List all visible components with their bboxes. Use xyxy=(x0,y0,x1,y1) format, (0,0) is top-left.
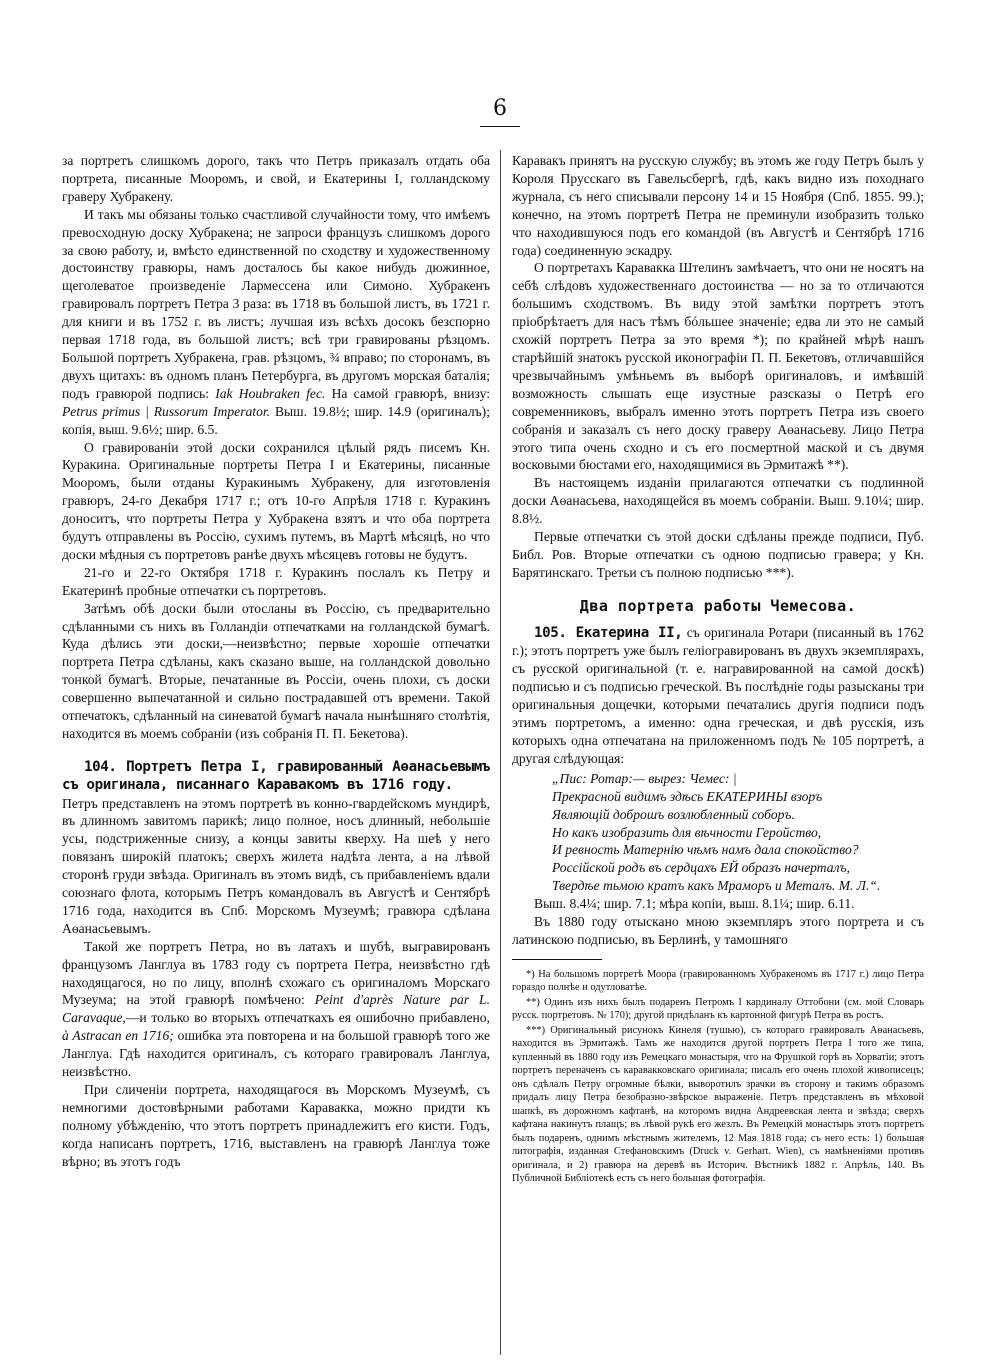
entry-heading-105: 105. Екатерина II, xyxy=(534,624,683,641)
paragraph: Первые отпечатки съ этой доски сдѣланы прежде подписи, Пуб. Библ. Ров. Вторые отпечатки съ одною подписью гравера; у Кн. Барятинскаго. Третьи съ полною подписью ***). xyxy=(512,529,924,580)
signature-text: Iak Houbraken fec. xyxy=(215,385,326,401)
paragraph: Такой же портретъ Петра, но въ латахъ и шубѣ, выгравированъ французомъ Ланглуа въ 1783 году съ портрета Петра, неизвѣстно гдѣ находящагося, но по лицу, вполнѣ схожаго съ оригиналомъ Морскаго Музеума; на этой гравюрѣ помѣчено: Peint d'après Nature par L. Caravaque,—и только во вторыхъ отпечаткахъ ея ошибочно прибавлено, à Astracan en 1716; ошибка эта повторена и на большой гравюрѣ того же Ланглуа. Гдѣ находится оригиналъ, съ котораго гравировалъ Ланглуа, неизвѣстно. xyxy=(62,938,490,1080)
paragraph: Петръ представленъ на этомъ портретѣ въ конно-гвардейскомъ мундирѣ, въ длинномъ завитомъ парикѣ; лицо полное, носъ длинный, небольшіе усы, подстриженные снизу, а концы завиты кверху. На шеѣ у него повязанъ широкій платокъ; сверхъ жилета надѣта лента, а на лѣвой сторонѣ груди звѣзда. Оригиналъ въ этомъ видѣ, съ прибавленіемъ вдали союзнаго флота, которымъ Петръ командовалъ въ Августѣ и Сентябрѣ 1716 года, находится въ Спб. Морскомъ Музеумѣ; гравюра сдѣлана Аѳанасьевымъ. xyxy=(62,795,490,936)
paragraph: Въ настоящемъ изданіи прилагаются отпечатки съ подлинной доски Аѳанасьева, находящейся въ моемъ собраніи. Выш. 9.10¼; шир. 8.8½. xyxy=(512,475,924,527)
inscription-text: Peint d'après Nature par L. Caravaque, xyxy=(62,992,490,1026)
right-column xyxy=(512,152,924,1187)
paragraph: Затѣмъ обѣ доски были отосланы въ Россію, съ предварительно сдѣланными съ нихъ въ Голландіи отпечатками на голландской бумагѣ. Куда дѣлись эти доски,—неизвѣстно; первые хорошіе отпечатки портрета Петра сдѣланы, какъ сказано выше, на голландской довольно тонкой бумагѣ. Вторые, печатанные въ Россіи, очень плохи, съ доски совершенно выпечатанной и сильно пострадавшей отъ времени. Такой отпечатокъ, сдѣланный на синеватой бумагѣ начала нынѣшняго столѣтія, находится въ моемъ собраніи (изъ собранія П. П. Бекетова). xyxy=(62,600,490,741)
footnote: **) Одинъ изъ нихъ былъ подаренъ Петромъ I кардиналу Оттобони (см. мой Словарь русск. портретовъ. № 170); другой придѣланъ къ картонной фигурѣ Петра въ ростъ. xyxy=(512,996,924,1022)
paragraph: Выш. 8.4¼; шир. 7.1; мѣра копіи, выш. 8.1¼; шир. 6.11. xyxy=(534,896,855,912)
inscription-text: à Astracan en 1716; xyxy=(62,1028,174,1044)
footnote: *) На большомъ портретѣ Моора (гравированномъ Хубракеномъ въ 1717 г.) лицо Петра гораздо полнѣе и одутловатѣе. xyxy=(512,968,924,994)
verse-line: И ревность Матернію чѣмъ намъ дала спокойство? xyxy=(552,842,859,858)
footnote-rule xyxy=(512,959,602,960)
paragraph: О гравированіи этой доски сохранился цѣлый рядъ писемъ Кн. Куракина. Оригинальные портреты Петра I и Екатерины, писанные Мооромъ, были отданы Куракинымъ Хубракену, для изготовленія гравюръ, 24-го Декабря 1717 г.; отъ 10-го Апрѣля 1718 г. Куракинъ доноситъ, что портреты Петра у Хубракена взятъ и что оба портрета будутъ отправлены въ Россію, сухимъ путемъ, въ Мартѣ мѣсяцѣ, но что доски мѣдныя съ портретовъ ранѣе двухъ мѣсяцевъ готовы не будутъ. xyxy=(62,439,490,562)
paragraph: При сличеніи портрета, находящагося въ Морскомъ Музеумѣ, съ немногими достовѣрными работами Каравакка, можно придти къ полному убѣжденію, что этотъ портретъ принадлежитъ его кисти. Годъ, когда написанъ портретъ, 1716, выставленъ на гравюрѣ Ланглуа тоже вѣрно; въ этотъ годъ xyxy=(62,1082,490,1169)
verse-inscription xyxy=(552,770,924,895)
paragraph: 21-го и 22-го Октября 1718 г. Куракинъ послалъ къ Петру и Екатеринѣ пробные отпечатки съ портретовъ. xyxy=(62,564,490,598)
paragraph: Каравакъ принятъ на русскую службу; въ этомъ же году Петръ былъ у Короля Прусскаго въ Гавельсбергѣ, гдѣ, какъ видно изъ походнаго журнала, съ него списывали персону 14 и 15 Ноября (Спб. 1855. 99.); конечно, на этомъ портретѣ Петра не преминули изобразить только что находившуюся подъ его командой (въ Августѣ и Сентябрѣ 1716 года) соединенную эскадру. xyxy=(512,153,924,258)
inscription-text: Petrus primus | Russorum Imperator. xyxy=(62,403,271,419)
verse-line: Твердѣе тьмою кратъ какъ Мраморъ и Металъ. М. Л.“. xyxy=(552,878,881,894)
paragraph: И такъ мы обязаны только счастливой случайности тому, что имѣемъ превосходную доску Хубракена; не запроси французъ слишкомъ дорого за свою работу, и, вмѣсто единственной по сходству и художественному достоинству гравюры, намъ досталось бы какое нибудь дюжинное, щеголеватое произведеніе Лармессена или Симоно. Хубракенъ гравировалъ портретъ Петра 3 раза: въ 1718 въ большой листъ, въ 1721 г. для книги и въ 1752 г. въ листъ; лучшая изъ всѣхъ досокъ безспорно первая 1718 года, въ большой листъ; всѣ три гравированы рѣзцомъ. Большой портретъ Хубракена, грав. рѣзцомъ, ¾ вправо; по сторонамъ, въ двухъ щитахъ: въ одномъ планъ Петербурга, въ другомъ морская баталія; подъ гравюрой подпись: Iak Houbraken fec. На самой гравюрѣ, внизу: Petrus primus | Russorum Imperator. Выш. 19.8½; шир. 14.9 (оригиналъ); копія, выш. 9.6½; шир. 6.5. xyxy=(62,206,490,437)
page-number-rule xyxy=(480,126,520,127)
paragraph: О портретахъ Каравакка Штелинъ замѣчаетъ, что они не носятъ на себѣ слѣдовъ художественнаго достоинства — но за то отличаются большимъ сходствомъ. Въ виду этой замѣтки портретъ этотъ пріобрѣтаетъ для насъ тѣмъ бóльшее значеніе; едва ли это не самый схожій портретъ Петра за это время *); по крайней мѣрѣ нашъ старѣйшій знатокъ русской иконографіи П. П. Бекетовъ, отличавшійся чрезвычайнымъ умѣньемъ въ выборѣ оригиналовъ, и имѣвшій возможность слышать еще изустные разсказы о Петрѣ его современниковъ, выбралъ именно этотъ портретъ Петра изъ своего собранія и заказалъ съ него доску граверу Аѳанасьеву. Лицо Петра этого типа очень сходно и съ его посмертной маской и съ двумя восковыми бюстами его, находящимися въ Эрмитажѣ **). xyxy=(512,260,924,473)
paragraph: 105. Екатерина II, съ оригинала Ротари (писанный въ 1762 г.); этотъ портретъ уже былъ геліогравированъ въ двухъ экземплярахъ, съ русской оригинальной (т. е. награвированной на самой доскѣ) подписью и съ подписью греческой. Въ послѣдніе годы разысканы три оригинальныя дощечки, которыми печатались другія подписи подъ этимъ портретомъ, а именно: одна греческая, и двѣ русскія, изъ которыхъ одна отпечатана на приложенномъ подъ № 105 портретѣ, а другая слѣдующая: xyxy=(512,624,924,766)
entry-heading-104: 104. Портретъ Петра I, гравированный Аѳанасьевымъ съ оригинала, писаннаго Каравакомъ въ 1716 году. xyxy=(62,758,490,793)
verse-line: Но какъ изобразить для вѣчности Геройство, xyxy=(552,824,822,840)
verse-line: „Пис: Ротар:— вырез: Чемес: | xyxy=(552,770,737,786)
verse-line: Россійской родъ въ сердцахъ ЕЙ образъ начерталъ, xyxy=(552,860,850,876)
paragraph: Въ 1880 году отыскано мною экземпляръ этого портрета и съ латинскою подписью, въ Берлинѣ, у тамошняго xyxy=(512,914,924,947)
verse-line: Прекрасной видимъ здѣсь ЕКАТЕРИНЫ взоръ xyxy=(552,788,823,804)
section-title: Два портрета работы Чемесова. xyxy=(579,596,857,615)
page-number: 6 xyxy=(493,96,507,121)
footnote: ***) Оригинальный рисунокъ Кинеля (тушью), съ котораго гравировалъ Аѳанасьевъ, находится въ Эрмитажѣ. Тамъ же находится другой портретъ Петра I того же типа, купленный въ 1880 году изъ Ремецкаго монастыря, что на Фрушкой горѣ въ Хорватіи; этотъ портретъ переначенъ съ каравакковскаго оригинала; писалъ его очень плохой живописецъ; онъ сдѣлалъ Петру огромные бѣлки, выворотилъ зрачки въ сторону и такимъ образомъ придалъ лицу Петра безобразно-звѣрское выраженіе. Петръ представленъ въ мѣховой шапкѣ, въ дорожномъ кафтанѣ, на которомъ видна Андреевская лента и звѣзда; сверхъ кафтана накинутъ плащъ; въ лѣвой рукѣ его жезлъ. Въ Ремецкій монастырь этотъ портретъ былъ подаренъ, однимъ мѣстнымъ жителемъ, 12 Мая 1818 года; съ него есть: 1) большая литографія, изданная Стефановскимъ (Druck v. Gerhart. Wien), съ намѣненіями противъ оригинала, и 2) гравюра на деревѣ въ Историч. Вѣстникѣ 1882 г. Апрѣль, 140. Въ Публичной Библіотекѣ есть съ него большая фотографія. xyxy=(512,1024,924,1185)
left-column xyxy=(62,152,490,1171)
paragraph: за портретъ слишкомъ дорого, такъ что Петръ приказалъ отдать оба портрета, писанные Мооромъ, и свой, и Екатерины I, голландскому граверу Хубракену. xyxy=(62,153,490,204)
column-divider xyxy=(500,150,501,1355)
verse-line: Являющій доброшъ возлюбленный соборъ. xyxy=(552,806,795,822)
